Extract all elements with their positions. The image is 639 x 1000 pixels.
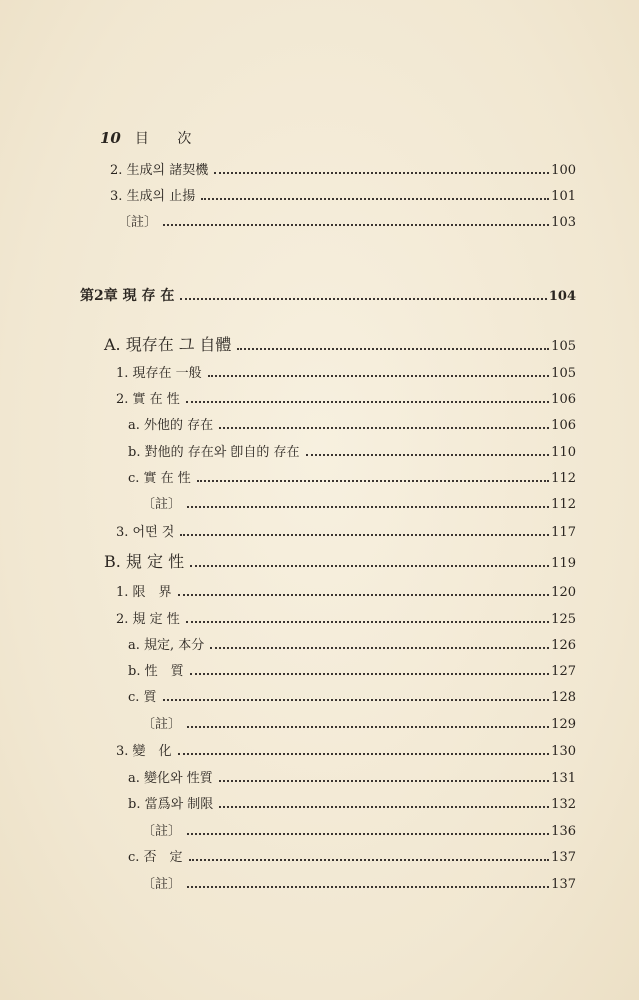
toc-leader (201, 184, 549, 200)
toc-entry-label: a. 外他的 存在 (128, 418, 214, 433)
toc-leader (178, 580, 550, 596)
toc-leader (186, 607, 549, 623)
toc-entry-page: 101 (551, 189, 576, 204)
toc-leader (163, 210, 549, 226)
toc-leader (189, 845, 550, 861)
toc-entry-page: 127 (551, 664, 576, 679)
toc-entry (128, 413, 576, 433)
toc-entry (128, 685, 576, 705)
toc-entry-page: 105 (551, 366, 576, 381)
toc-entry-label: 1. 限 界 (116, 585, 172, 600)
toc-section-entry (104, 332, 576, 352)
toc-entry (128, 766, 576, 786)
toc-entry (118, 210, 576, 230)
toc-entry-label: 1. 現存在 一般 (116, 366, 202, 381)
toc-chapter-label: 第2章 現 存 在 (80, 288, 175, 304)
toc-entry-label: c. 否 定 (128, 850, 183, 865)
toc-entry-page: 117 (551, 525, 576, 540)
toc-leader (178, 739, 550, 755)
toc-entry (128, 440, 576, 460)
toc-entry-label: 〔註〕 (142, 717, 182, 732)
toc-entry-label: b. 性 質 (128, 664, 184, 679)
toc-entry-label: a. 變化와 性質 (128, 771, 213, 786)
toc-entry-label: a. 規定, 本分 (128, 638, 205, 653)
toc-entry-label: 2. 實 在 性 (116, 392, 180, 407)
toc-entry (142, 712, 576, 732)
toc-section-entry (104, 549, 576, 569)
toc-entry-label: 〔註〕 (142, 824, 182, 839)
toc-entry (142, 819, 576, 839)
toc-leader (187, 872, 549, 888)
toc-entry (128, 466, 576, 486)
toc-leader (219, 413, 549, 429)
toc-entry (128, 633, 576, 653)
running-header (100, 128, 203, 148)
toc-leader (210, 633, 549, 649)
toc-entry-label: 3. 變 化 (116, 744, 172, 759)
toc-entry-page: 126 (551, 638, 576, 653)
toc-entry-page: 100 (551, 163, 576, 178)
toc-entry (142, 872, 576, 892)
toc-leader (187, 819, 549, 835)
toc-entry-label: 2. 生成의 諸契機 (110, 163, 209, 178)
toc-entry-page: 106 (551, 392, 576, 407)
toc-entry-page: 136 (551, 824, 576, 839)
toc-entry-label: 3. 어떤 것 (116, 525, 175, 540)
toc-entry-page: 110 (551, 445, 576, 460)
toc-entry-label: c. 實 在 性 (128, 471, 191, 486)
toc-leader (214, 158, 549, 174)
toc-leader (219, 766, 549, 782)
toc-entry (116, 361, 576, 381)
toc-entry-page: 112 (551, 471, 576, 486)
toc-entry-page: 128 (551, 690, 576, 705)
toc-entry-page: 105 (551, 339, 576, 354)
toc-entry-page: 132 (551, 797, 576, 812)
toc-entry (116, 580, 576, 600)
toc-section-label: A. 現存在 그 自體 (104, 335, 232, 354)
toc-leader (186, 387, 549, 403)
toc-entry-label: b. 當爲와 制限 (128, 797, 214, 812)
toc-entry-page: 129 (551, 717, 576, 732)
toc-entry-page: 106 (551, 418, 576, 433)
toc-entry-label: 〔註〕 (142, 497, 182, 512)
toc-section-label: B. 規 定 性 (104, 552, 185, 571)
toc-entry-page: 130 (551, 744, 576, 759)
toc-entry (128, 845, 576, 865)
toc-entry (142, 492, 576, 512)
header-page-number: 10 (100, 129, 121, 147)
toc-entry (116, 739, 576, 759)
toc-entry-page: 120 (551, 585, 576, 600)
toc-chapter-entry (80, 284, 576, 304)
toc-leader (237, 334, 549, 350)
toc-entry (116, 607, 576, 627)
toc-leader (180, 520, 549, 536)
toc-entry-page: 112 (551, 497, 576, 512)
toc-leader (306, 440, 550, 456)
toc-entry-label: 2. 規 定 性 (116, 612, 180, 627)
toc-entry (116, 387, 576, 407)
toc-entry-label: 3. 生成의 止揚 (110, 189, 196, 204)
toc-entry-label: 〔註〕 (118, 215, 158, 230)
toc-entry-page: 119 (551, 556, 576, 571)
header-title: 目 次 (134, 131, 204, 147)
toc-leader (187, 492, 549, 508)
toc-entry (116, 520, 576, 540)
toc-entry-label: c. 質 (128, 690, 157, 705)
toc-entry-page: 103 (551, 215, 576, 230)
toc-leader (219, 792, 549, 808)
toc-entry-label: 〔註〕 (142, 877, 182, 892)
toc-leader (163, 685, 550, 701)
toc-entry (128, 659, 576, 679)
toc-leader (187, 712, 549, 728)
toc-entry-page: 137 (551, 877, 576, 892)
toc-entry-page: 131 (551, 771, 576, 786)
toc-leader (190, 551, 549, 567)
toc-entry (110, 158, 576, 178)
toc-leader (197, 466, 549, 482)
toc-leader (190, 659, 550, 675)
toc-leader (208, 361, 550, 377)
toc-leader (180, 284, 546, 300)
toc-entry-label: b. 對他的 存在와 卽自的 存在 (128, 445, 300, 460)
toc-entry-page: 137 (551, 850, 576, 865)
toc-entry (110, 184, 576, 204)
toc-entry (128, 792, 576, 812)
toc-entry-page: 125 (551, 612, 576, 627)
toc-entry-page: 104 (548, 289, 576, 304)
